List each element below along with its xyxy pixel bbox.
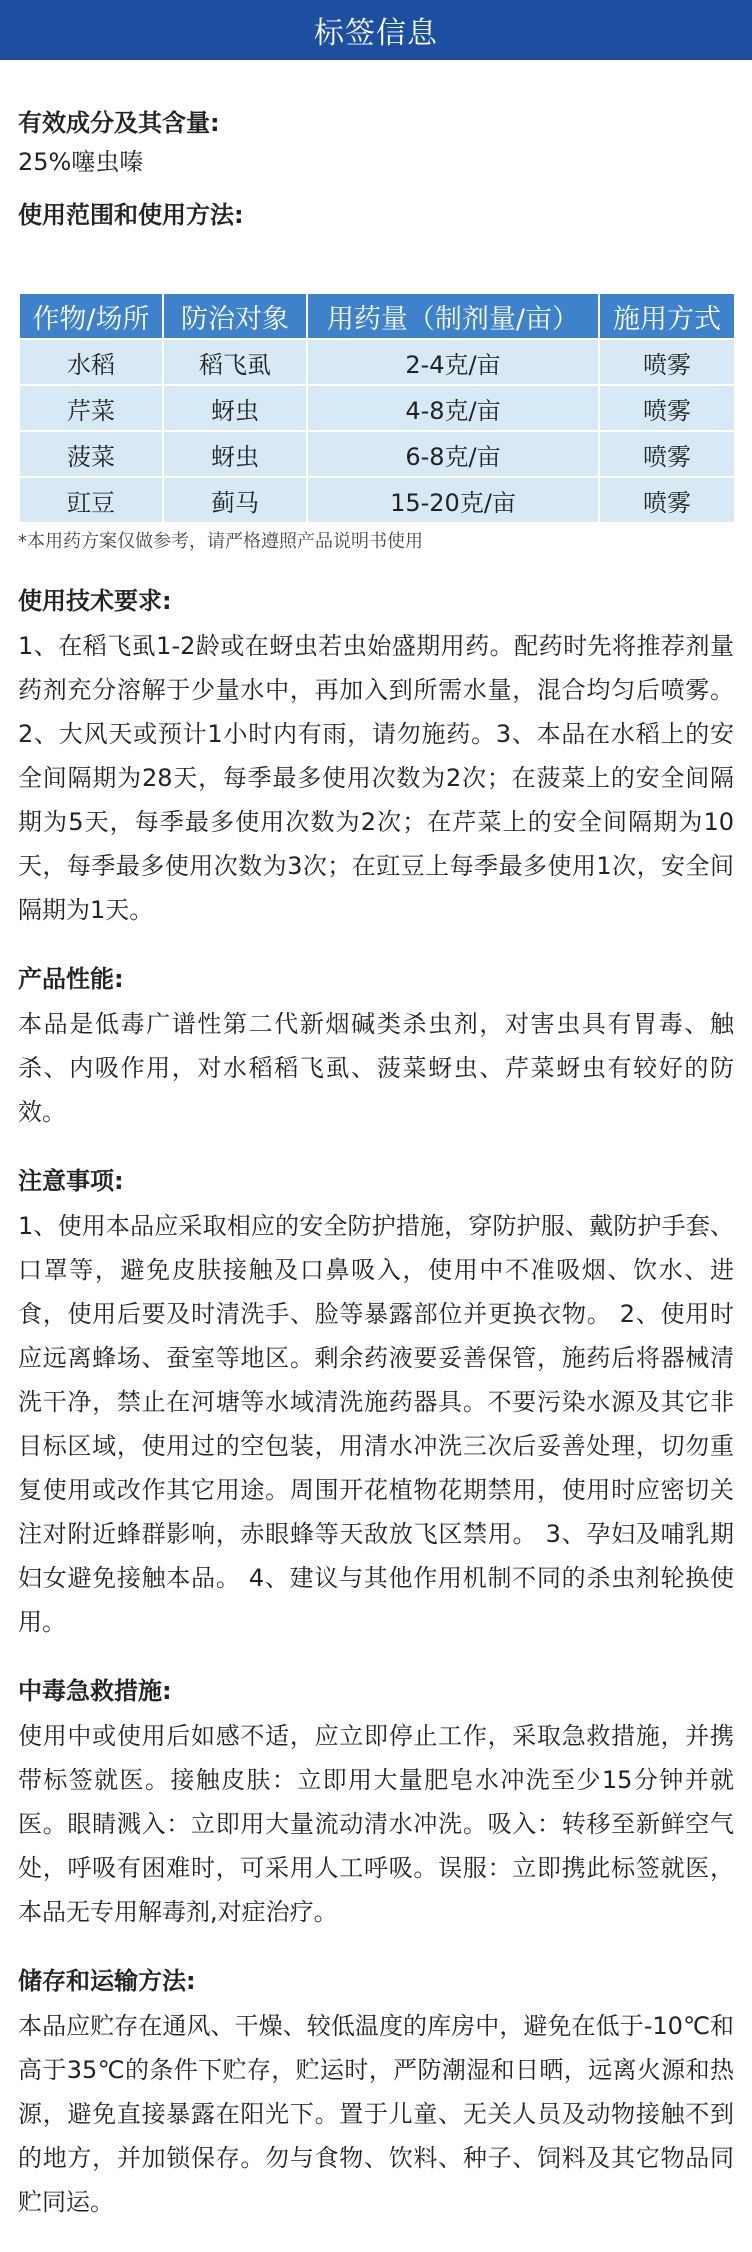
crop-cell: 豇豆 <box>19 477 163 523</box>
target-cell: 蚜虫 <box>163 385 307 431</box>
column-header-method: 施用方式 <box>599 293 735 339</box>
table-row <box>19 339 735 385</box>
table-row <box>19 477 735 523</box>
method-cell: 喷雾 <box>599 431 735 477</box>
crop-cell: 芹菜 <box>19 385 163 431</box>
precautions-text: 1、使用本品应采取相应的安全防护措施，穿防护服、戴防护手套、口罩等，避免皮肤接触及口鼻吸入，使用中不准吸烟、饮水、进食，使用后要及时清洗手、脸等暴露部位并更换衣物。 2、使用时应远离蜂场、蚕室等地区。剩余药液要妥善保管，施药后将器械清洗干净，禁止在河塘等水域清洗施药器具。不要污染水源及其它非目标区域，使用过的空包装，用清水冲洗三次后妥善处理，切勿重复使用或改作其它用途。周围开花植物花期禁用，使用时应密切关注对附近蜂群影响，赤眼蜂等天敌放飞区禁用。 3、孕妇及哺乳期妇女避免接触本品。 4、建议与其他作用机制不同的杀虫剂轮换使用。 <box>18 1212 734 1636</box>
target-cell: 蓟马 <box>163 477 307 523</box>
dosage-cell: 15-20克/亩 <box>307 477 599 523</box>
technical-text: 1、在稻飞虱1-2龄或在蚜虫若虫始盛期用药。配药时先将推荐剂量药剂充分溶解于少量水中，再加入到所需水量，混合均匀后喷雾。2、大风天或预计1小时内有雨，请勿施药。3、本品在水稻上的安全间隔期为28天，每季最多使用次数为2次；在菠菜上的安全间隔期为5天，每季最多使用次数为2次；在芹菜上的安全间隔期为10天，每季最多使用次数为3次；在豇豆上每季最多使用1次，安全间隔期为1天。 <box>18 632 734 924</box>
method-cell: 喷雾 <box>599 385 735 431</box>
performance-title: 产品性能: <box>18 965 124 993</box>
usage-note: *本用药方案仅做参考，请严格遵照产品说明书使用 <box>18 531 423 552</box>
usage-title: 使用范围和使用方法: <box>18 201 244 229</box>
active-ingredient-value: 25%噻虫嗪 <box>18 148 144 176</box>
active-ingredient-section <box>18 106 734 182</box>
target-cell: 蚜虫 <box>163 431 307 477</box>
dosage-cell: 4-8克/亩 <box>307 385 599 431</box>
target-cell: 稻飞虱 <box>163 339 307 385</box>
dosage-cell: 2-4克/亩 <box>307 339 599 385</box>
crop-cell: 水稻 <box>19 339 163 385</box>
page-header <box>0 0 752 60</box>
storage-title: 储存和运输方法: <box>18 1967 196 1995</box>
dosage-cell: 6-8克/亩 <box>307 431 599 477</box>
first-aid-title: 中毒急救措施: <box>18 1677 172 1705</box>
precautions-section <box>18 1164 734 1644</box>
label-content <box>0 106 752 2224</box>
method-cell: 喷雾 <box>599 339 735 385</box>
first-aid-section <box>18 1674 734 1934</box>
column-header-crop: 作物/场所 <box>19 293 163 339</box>
storage-section <box>18 1964 734 2224</box>
table-row <box>19 385 735 431</box>
table-row <box>19 431 735 477</box>
page-title: 标签信息 <box>314 16 438 51</box>
column-header-dosage: 用药量（制剂量/亩） <box>307 293 599 339</box>
technical-section <box>18 584 734 932</box>
usage-section <box>18 198 734 554</box>
method-cell: 喷雾 <box>599 477 735 523</box>
storage-text: 本品应贮存在通风、干燥、较低温度的库房中，避免在低于-10℃和高于35℃的条件下贮存，贮运时，严防潮湿和日晒，远离火源和热源，避免直接暴露在阳光下。置于儿童、无关人员及动物接触不到的地方，并加锁保存。勿与食物、饮料、种子、饲料及其它物品同贮同运。 <box>18 2012 734 2216</box>
dosage-table <box>18 292 736 524</box>
precautions-title: 注意事项: <box>18 1167 124 1195</box>
performance-section <box>18 962 734 1134</box>
technical-title: 使用技术要求: <box>18 587 172 615</box>
first-aid-text: 使用中或使用后如感不适，应立即停止工作，采取急救措施，并携带标签就医。接触皮肤：立即用大量肥皂水冲洗至少15分钟并就医。眼睛溅入：立即用大量流动清水冲洗。吸入：转移至新鲜空气处，呼吸有困难时，可采用人工呼吸。误服：立即携此标签就医，本品无专用解毒剂,对症治疗。 <box>18 1722 734 1926</box>
table-header-row <box>19 293 735 339</box>
performance-text: 本品是低毒广谱性第二代新烟碱类杀虫剂，对害虫具有胃毒、触杀、内吸作用，对水稻稻飞虱、菠菜蚜虫、芹菜蚜虫有较好的防效。 <box>18 1010 734 1126</box>
crop-cell: 菠菜 <box>19 431 163 477</box>
column-header-target: 防治对象 <box>163 293 307 339</box>
active-ingredient-title: 有效成分及其含量: <box>18 109 220 137</box>
